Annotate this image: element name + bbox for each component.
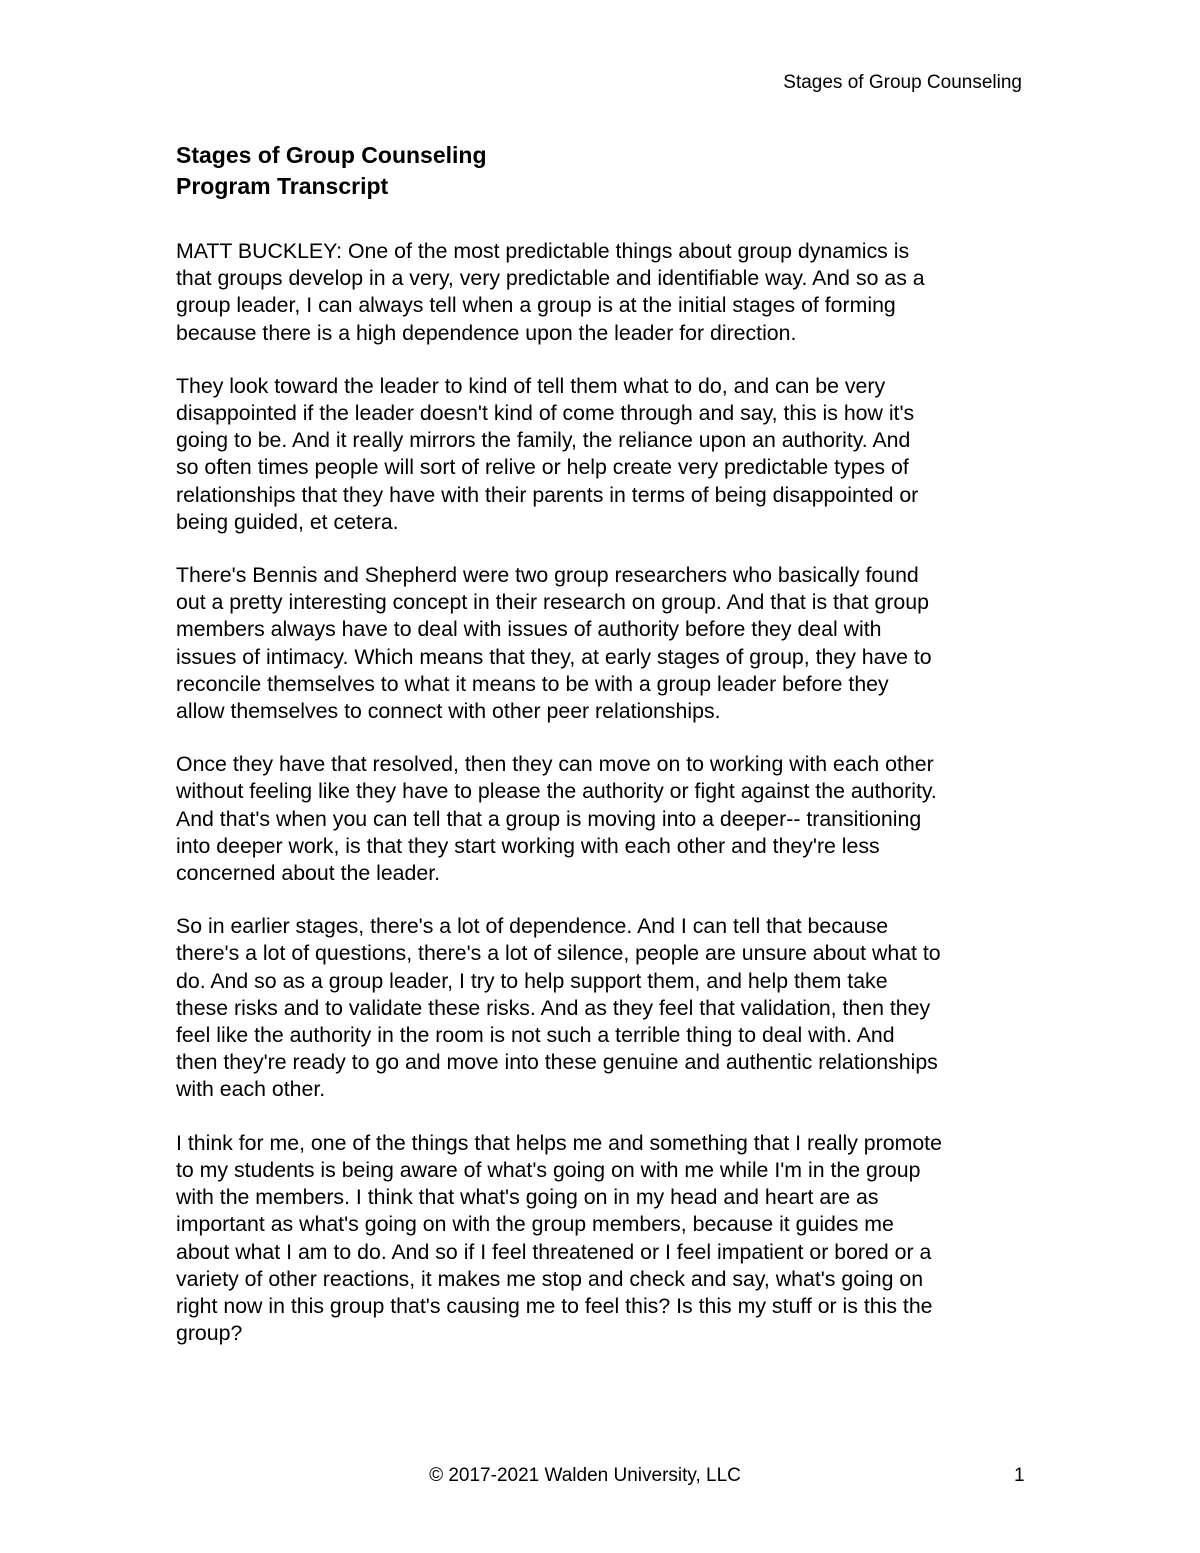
text-line: with the members. I think that what's going on in my head and heart are as	[176, 1185, 879, 1210]
text-line: members always have to deal with issues of authority before they deal with	[176, 617, 882, 642]
text-line: MATT BUCKLEY: One of the most predictable things about group dynamics is	[176, 239, 910, 263]
text-line: being guided, et cetera.	[176, 509, 399, 534]
text-line: important as what's going on with the group members, because it guides me	[176, 1212, 894, 1237]
text-line: with each other.	[176, 1077, 326, 1102]
text-line: group leader, I can always tell when a group is at the initial stages of forming	[176, 293, 896, 318]
page-number: 1	[1014, 1465, 1025, 1486]
running-header: Stages of Group Counseling	[783, 72, 1022, 93]
text-line: these risks and to validate these risks. And as they feel that validation, then they	[176, 995, 931, 1020]
text-line: They look toward the leader to kind of tell them what to do, and can be very	[176, 373, 886, 398]
text-line: And that's when you can tell that a group is moving into a deeper-- transitioning	[176, 806, 922, 831]
text-line: There's Bennis and Shepherd were two group researchers who basically found	[176, 563, 919, 588]
text-line: I think for me, one of the things that helps me and something that I really promote	[176, 1130, 942, 1155]
transcript-paragraph-1	[176, 238, 1036, 347]
document-body	[176, 140, 1036, 1373]
footer-copyright: © 2017-2021 Walden University, LLC	[429, 1465, 741, 1486]
text-line: reconcile themselves to what it means to be with a group leader before they	[176, 671, 889, 696]
text-line: right now in this group that's causing me to feel this? Is this my stuff or is this the	[176, 1293, 933, 1318]
subtitle-line: Program Transcript	[176, 173, 389, 199]
text-line: then they're ready to go and move into these genuine and authentic relationships	[176, 1050, 938, 1075]
transcript-paragraph-2	[176, 373, 1036, 536]
text-line: issues of intimacy. Which means that they, at early stages of group, they have to	[176, 644, 932, 669]
text-line: concerned about the leader.	[176, 861, 441, 886]
text-line: out a pretty interesting concept in their research on group. And that is that group	[176, 590, 929, 615]
text-line: variety of other reactions, it makes me stop and check and say, what's going on	[176, 1266, 924, 1291]
text-line: disappointed if the leader doesn't kind of come through and say, this is how it's	[176, 401, 915, 426]
text-line: going to be. And it really mirrors the family, the reliance upon an authority. And	[176, 428, 911, 453]
document-title	[176, 140, 1036, 202]
text-line: so often times people will sort of relive or help create very predictable types of	[176, 455, 909, 480]
text-line: relationships that they have with their parents in terms of being disappointed or	[176, 482, 919, 507]
text-line: into deeper work, is that they start working with each other and they're less	[176, 833, 880, 858]
transcript-paragraph-5	[176, 913, 1036, 1103]
transcript-paragraph-3	[176, 562, 1036, 725]
text-line: to my students is being aware of what's going on with me while I'm in the group	[176, 1157, 921, 1182]
title-line: Stages of Group Counseling	[176, 142, 487, 168]
text-line: without feeling like they have to please the authority or fight against the authority.	[176, 779, 937, 804]
text-line: Once they have that resolved, then they can move on to working with each other	[176, 752, 934, 777]
text-line: do. And so as a group leader, I try to help support them, and help them take	[176, 968, 888, 993]
text-line: group?	[176, 1321, 243, 1346]
text-line: allow themselves to connect with other peer relationships.	[176, 699, 721, 724]
text-line: So in earlier stages, there's a lot of dependence. And I can tell that because	[176, 914, 889, 939]
text-line: because there is a high dependence upon the leader for direction.	[176, 320, 797, 345]
transcript-paragraph-6	[176, 1130, 1036, 1348]
text-line: about what I am to do. And so if I feel threatened or I feel impatient or bored or a	[176, 1239, 932, 1264]
text-line: feel like the authority in the room is not such a terrible thing to deal with. And	[176, 1023, 895, 1048]
transcript-paragraph-4	[176, 751, 1036, 887]
text-line: there's a lot of questions, there's a lot of silence, people are unsure about what to	[176, 941, 941, 966]
text-line: that groups develop in a very, very predictable and identifiable way. And so as a	[176, 266, 925, 291]
